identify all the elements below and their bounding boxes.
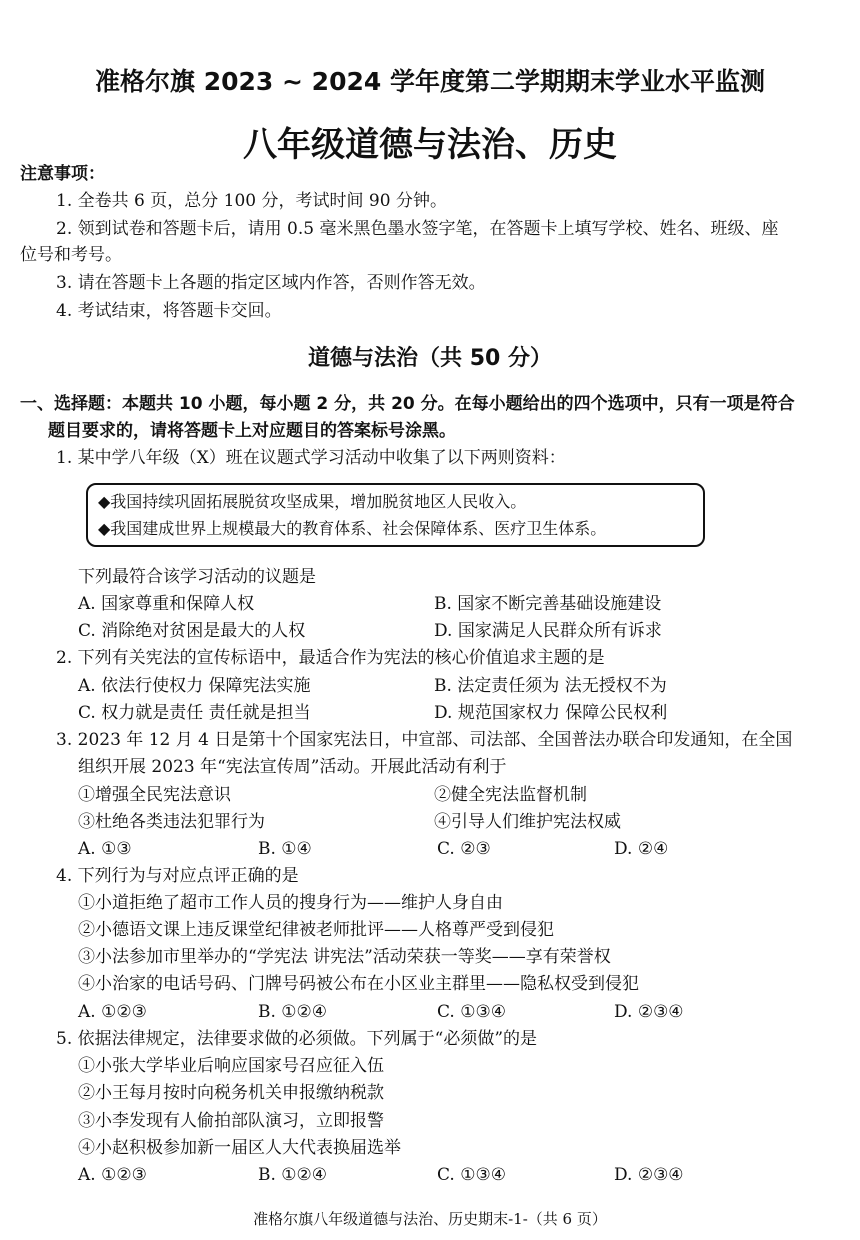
q3-option-b: B. ①④ [258,839,312,859]
q5-option-a: A. ①②③ [78,1165,147,1185]
q3-statement-4: ④引导人们维护宪法权威 [434,812,621,832]
q4-statement-4: ④小治家的电话号码、门牌号码被公布在小区业主群里——隐私权受到侵犯 [78,974,639,994]
q1-option-a: A. 国家尊重和保障人权 [78,594,255,614]
q4-stem: 4. 下列行为与对应点评正确的是 [56,866,299,886]
q1-option-b: B. 国家不断完善基础设施建设 [434,594,662,614]
q1-stem: 1. 某中学八年级（X）班在议题式学习活动中收集了以下两则资料： [56,448,566,468]
q3-option-c: C. ②③ [437,839,491,859]
notice-item-1: 1. 全卷共 6 页，总分 100 分，考试时间 90 分钟。 [56,191,447,211]
q1-question: 下列最符合该学习活动的议题是 [78,567,316,587]
q3-stem-line-2: 组织开展 2023 年“宪法宣传周”活动。开展此活动有利于 [78,757,507,777]
q5-statement-3: ③小李发现有人偷拍部队演习，立即报警 [78,1111,384,1131]
q2-option-d: D. 规范国家权力 保障公民权利 [434,703,668,723]
q3-statement-1: ①增强全民宪法意识 [78,785,231,805]
q5-option-c: C. ①③④ [437,1165,506,1185]
q5-statement-1: ①小张大学毕业后响应国家号召应征入伍 [78,1056,384,1076]
q4-statement-2: ②小德语文课上违反课堂纪律被老师批评——人格尊严受到侵犯 [78,920,554,940]
q4-option-a: A. ①②③ [78,1002,147,1022]
q4-statement-1: ①小道拒绝了超市工作人员的搜身行为——维护人身自由 [78,893,503,913]
exam-subject-title: 八年级道德与法治、历史 [243,125,617,165]
notice-item-2-cont: 位号和考号。 [20,245,122,265]
notice-heading: 注意事项： [20,164,105,184]
q3-statement-3: ③杜绝各类违法犯罪行为 [78,812,265,832]
q5-option-d: D. ②③④ [614,1165,684,1185]
q3-option-d: D. ②④ [614,839,669,859]
page-footer: 准格尔旗八年级道德与法治、历史期末-1-（共 6 页） [253,1210,607,1228]
q5-statement-4: ④小赵积极参加新一届区人大代表换届选举 [78,1138,401,1158]
q4-statement-3: ③小法参加市里举办的“学宪法 讲宪法”活动荣获一等奖——享有荣誉权 [78,947,611,967]
q2-option-a: A. 依法行使权力 保障宪法实施 [78,676,311,696]
q4-option-d: D. ②③④ [614,1002,684,1022]
q5-option-b: B. ①②④ [258,1165,328,1185]
exam-title: 准格尔旗 2023 ~ 2024 学年度第二学期期末学业水平监测 [95,67,765,96]
q1-option-c: C. 消除绝对贫困是最大的人权 [78,621,306,641]
part-title-line-1: 一、选择题：本题共 10 小题，每小题 2 分，共 20 分。在每小题给出的四个选项中，只有一项是符合 [20,394,795,414]
q2-option-c: C. 权力就是责任 责任就是担当 [78,703,311,723]
q1-material-2: ◆我国建成世界上规模最大的教育体系、社会保障体系、医疗卫生体系。 [98,519,607,538]
q1-material-1: ◆我国持续巩固拓展脱贫攻坚成果，增加脱贫地区人民收入。 [98,492,527,511]
q4-option-b: B. ①②④ [258,1002,328,1022]
q3-option-a: A. ①③ [78,839,132,859]
q3-stem-line-1: 3. 2023 年 12 月 4 日是第十个国家宪法日，中宣部、司法部、全国普法办联合印发通知，在全国 [56,730,793,750]
part-title-line-2: 题目要求的，请将答题卡上对应题目的答案标号涂黑。 [48,421,456,441]
q4-option-c: C. ①③④ [437,1002,506,1022]
q5-statement-2: ②小王每月按时向税务机关申报缴纳税款 [78,1083,384,1103]
q2-stem: 2. 下列有关宪法的宣传标语中，最适合作为宪法的核心价值追求主题的是 [56,648,605,668]
q1-option-d: D. 国家满足人民群众所有诉求 [434,621,662,641]
notice-item-2: 2. 领到试卷和答题卡后，请用 0.5 毫米黑色墨水签字笔，在答题卡上填写学校、姓名、班级、座 [56,219,779,239]
q3-statement-2: ②健全宪法监督机制 [434,785,587,805]
notice-item-4: 4. 考试结束，将答题卡交回。 [56,301,282,321]
q1-material-box [86,483,705,547]
q2-option-b: B. 法定责任须为 法无授权不为 [434,676,667,696]
notice-item-3: 3. 请在答题卡上各题的指定区域内作答，否则作答无效。 [56,273,486,293]
section-title: 道德与法治（共 50 分） [308,346,552,371]
q5-stem: 5. 依据法律规定，法律要求做的必须做。下列属于“必须做”的是 [56,1029,538,1049]
